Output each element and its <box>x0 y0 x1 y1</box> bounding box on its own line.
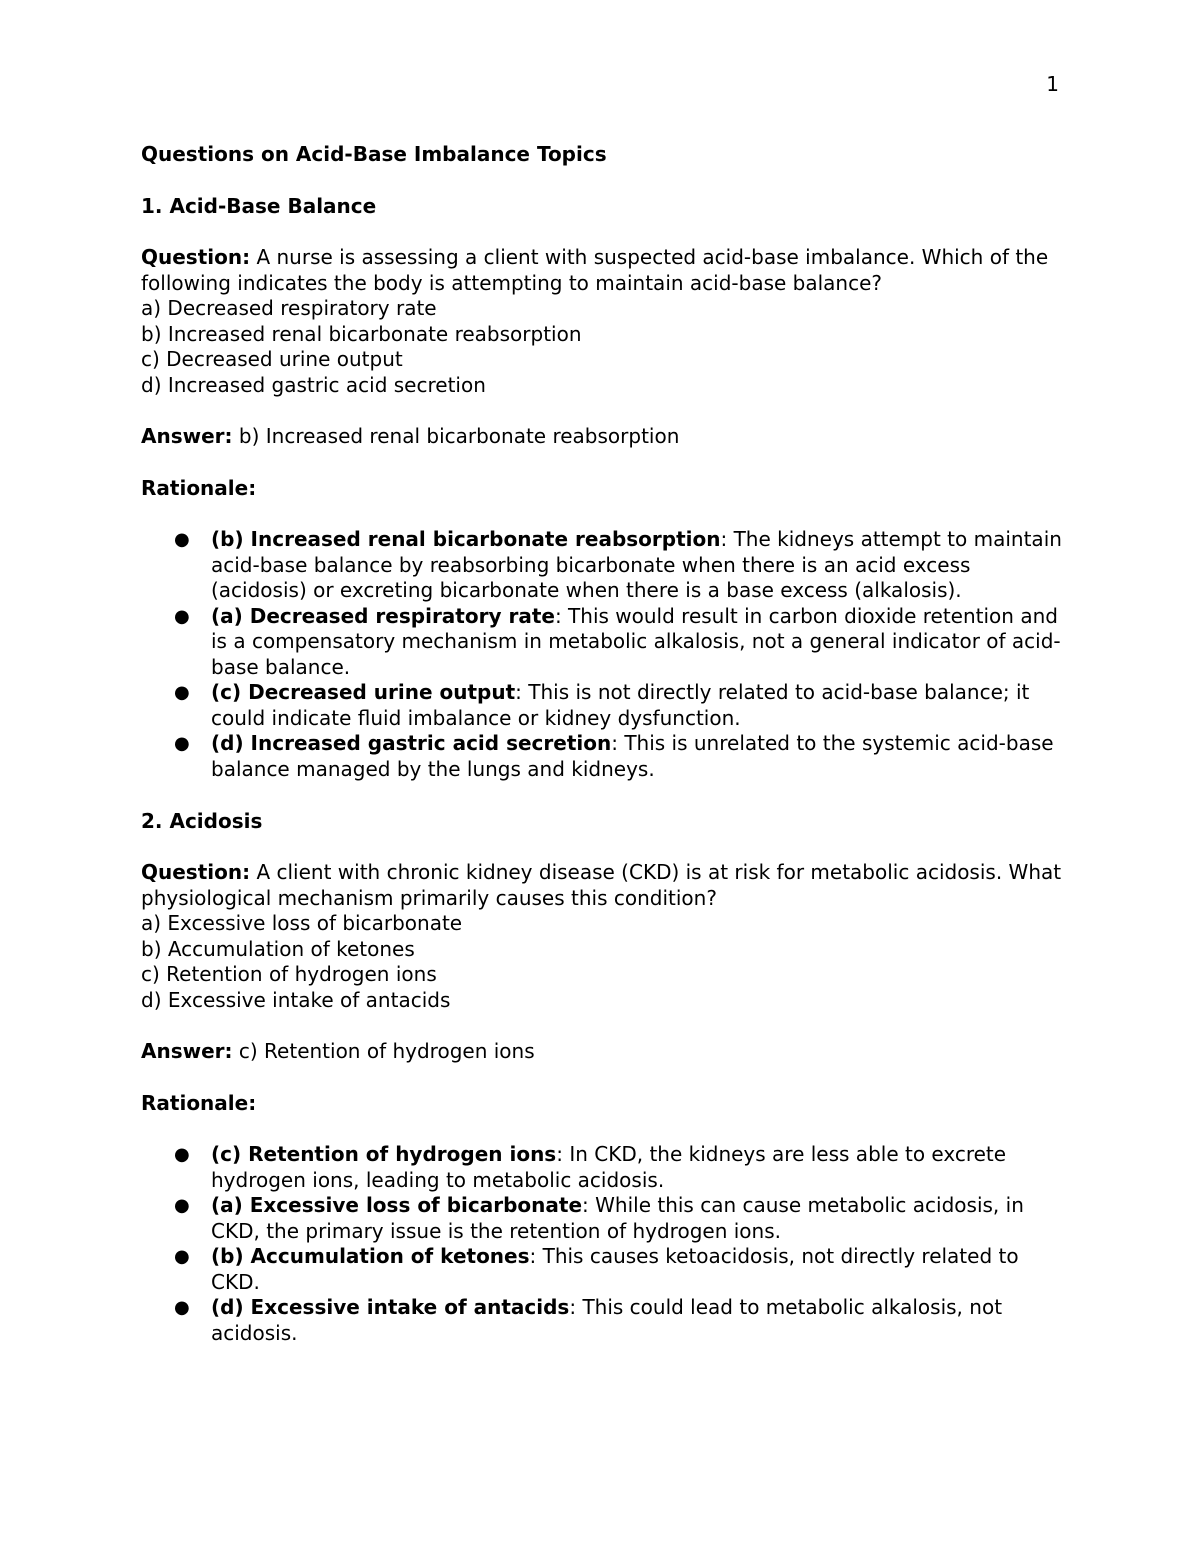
question-text: A nurse is assessing a client with suspected acid-base imbalance. Which of the following indicates the body is attempting to maintain acid-base balance? <box>141 245 1049 295</box>
rationale-item <box>174 603 1071 681</box>
answer-text: b) Increased renal bicarbonate reabsorption <box>232 424 680 448</box>
section-acid-base-balance <box>141 193 1071 782</box>
question-block <box>141 245 1071 398</box>
document-body <box>141 141 1071 1346</box>
answer-block <box>141 1039 1071 1065</box>
answer-option: d) Excessive intake of antacids <box>141 987 451 1012</box>
bullet-icon: ● <box>174 1297 190 1318</box>
document-title: Questions on Acid-Base Imbalance Topics <box>141 142 607 166</box>
section-heading: 2. Acidosis <box>141 809 263 833</box>
rationale-list <box>141 527 1071 782</box>
rationale-text: : In CKD, the kidneys are less able to excrete hydrogen ions, leading to metabolic acidosis. <box>211 1142 1007 1192</box>
rationale-text: : This could lead to metabolic alkalosis, not acidosis. <box>211 1295 1003 1345</box>
answer-option: b) Accumulation of ketones <box>141 936 415 961</box>
answer-option: d) Increased gastric acid secretion <box>141 372 486 397</box>
answer-option: b) Increased renal bicarbonate reabsorption <box>141 321 582 346</box>
rationale-text: : This would result in carbon dioxide retention and is a compensatory mechanism in metabolic alkalosis, not a general indicator of acid-base balance. <box>211 603 1061 679</box>
answer-label: Answer: <box>141 424 233 448</box>
rationale-text: : This is not directly related to acid-base balance; it could indicate fluid imbalance or kidney dysfunction. <box>211 680 1030 730</box>
rationale-term: (a) Excessive loss of bicarbonate <box>211 1193 583 1217</box>
bullet-icon: ● <box>174 605 190 627</box>
bullet-icon: ● <box>174 1246 190 1267</box>
answer-option: a) Excessive loss of bicarbonate <box>141 911 463 935</box>
answer-option: c) Retention of hydrogen ions <box>141 962 437 986</box>
rationale-heading: Rationale: <box>141 1090 257 1115</box>
rationale-item <box>174 1193 1071 1244</box>
rationale-item <box>174 1142 1071 1193</box>
rationale-item <box>174 680 1071 731</box>
rationale-term: (d) Excessive intake of antacids <box>211 1295 570 1319</box>
answer-text: c) Retention of hydrogen ions <box>232 1039 535 1063</box>
bullet-icon: ● <box>174 682 190 703</box>
rationale-term: (d) Increased gastric acid secretion <box>211 731 612 755</box>
page-number: 1 <box>1046 72 1059 96</box>
bullet-icon: ● <box>174 1195 190 1216</box>
rationale-list <box>141 1142 1071 1346</box>
answer-option: a) Decreased respiratory rate <box>141 296 437 320</box>
question-block <box>141 860 1071 1013</box>
rationale-heading: Rationale: <box>141 475 257 500</box>
rationale-term: (a) Decreased respiratory rate <box>211 603 555 628</box>
question-text: A client with chronic kidney disease (CKD) is at risk for metabolic acidosis. What physiological mechanism primarily causes this condition? <box>141 860 1062 910</box>
section-acidosis <box>141 808 1071 1346</box>
rationale-text: : This causes ketoacidosis, not directly related to CKD. <box>211 1244 1019 1294</box>
answer-label: Answer: <box>141 1039 233 1063</box>
bullet-icon: ● <box>174 529 190 550</box>
rationale-text: : The kidneys attempt to maintain acid-base balance by reabsorbing bicarbonate when there is an acid excess (acidosis) or excreting bicarbonate when there is a base excess (alkalosis). <box>211 527 1062 602</box>
rationale-term: (c) Decreased urine output <box>211 680 516 704</box>
rationale-term: (c) Retention of hydrogen ions <box>211 1142 557 1166</box>
question-label: Question: <box>141 245 251 269</box>
rationale-term: (b) Increased renal bicarbonate reabsorption <box>211 527 721 551</box>
answer-block <box>141 424 1071 450</box>
question-label: Question: <box>141 860 251 884</box>
rationale-item <box>174 731 1071 782</box>
rationale-item <box>174 1295 1071 1346</box>
rationale-item <box>174 1244 1071 1295</box>
rationale-item <box>174 527 1071 604</box>
rationale-text: : This is unrelated to the systemic acid-base balance managed by the lungs and kidneys. <box>211 731 1054 781</box>
answer-option: c) Decreased urine output <box>141 347 403 371</box>
bullet-icon: ● <box>174 1144 190 1165</box>
rationale-text: : While this can cause metabolic acidosis, in CKD, the primary issue is the retention of hydrogen ions. <box>211 1193 1024 1243</box>
bullet-icon: ● <box>174 733 190 754</box>
rationale-term: (b) Accumulation of ketones <box>211 1244 530 1268</box>
section-heading: 1. Acid-Base Balance <box>141 194 377 218</box>
